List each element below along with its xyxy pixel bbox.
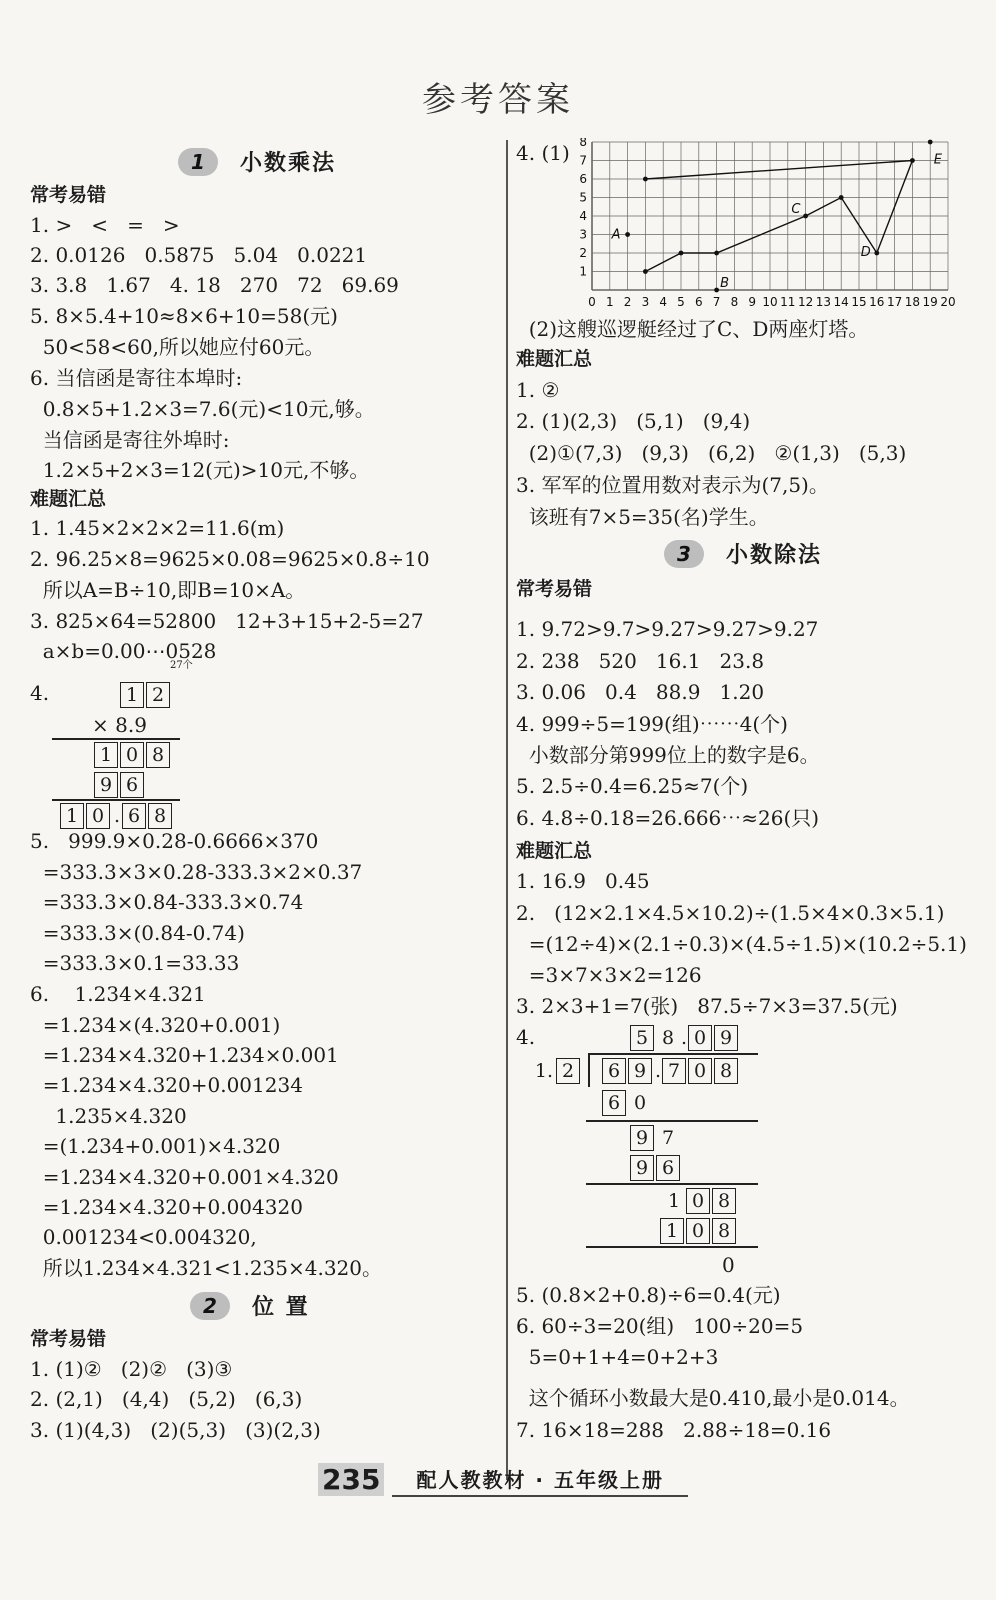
division-bracket-top bbox=[590, 1053, 758, 1055]
answer-line: 2. (2,1) (4,4) (5,2) (6,3) bbox=[30, 1387, 303, 1411]
answer-line: =1.234×4.320+0.004320 bbox=[30, 1195, 303, 1219]
answer-line: 4. bbox=[30, 681, 50, 705]
section-1-heading bbox=[178, 146, 336, 177]
answer-line: =333.3×0.84-333.3×0.74 bbox=[30, 890, 304, 914]
decimal-point: . bbox=[680, 1027, 688, 1049]
digit-box: 1 bbox=[660, 1218, 684, 1244]
x-tick-label: 6 bbox=[694, 295, 703, 309]
answer-line: 0.8×5+1.2×3=7.6(元)<10元,够。 bbox=[30, 397, 375, 421]
answer-line: 7. 16×18=288 2.88÷18=0.16 bbox=[516, 1418, 832, 1442]
x-tick-label: 1 bbox=[605, 295, 614, 309]
y-tick-label: 3 bbox=[579, 227, 587, 242]
mult-row-4 bbox=[94, 772, 146, 798]
label-e: E bbox=[933, 152, 942, 168]
answer-line: 3. 0.06 0.4 88.9 1.20 bbox=[516, 680, 765, 704]
answer-line: =333.3×3×0.28-333.3×2×0.37 bbox=[30, 860, 363, 884]
answer-line: 这个循环小数最大是0.410,最小是0.014。 bbox=[516, 1386, 910, 1410]
calc-rule bbox=[586, 1120, 758, 1122]
calc-rule bbox=[586, 1183, 758, 1185]
digit-box: 6 bbox=[602, 1090, 626, 1116]
answer-line: 2. 96.25×8=9625×0.08=9625×0.8÷10 bbox=[30, 547, 430, 571]
label-c: C bbox=[791, 202, 801, 217]
x-tick-label: 19 bbox=[922, 295, 938, 309]
digit-box: 5 bbox=[630, 1025, 654, 1051]
mult-row-2: × 8.9 bbox=[92, 713, 147, 737]
annotation-note: 27个 bbox=[170, 660, 193, 671]
label-d: D bbox=[860, 245, 871, 260]
division-step-2 bbox=[630, 1125, 680, 1151]
route-point bbox=[643, 269, 648, 274]
answer-line: 小数部分第999位上的数字是6。 bbox=[516, 743, 820, 767]
division-step-1 bbox=[602, 1090, 652, 1116]
calc-rule bbox=[586, 1246, 758, 1248]
subheading: 常考易错 bbox=[30, 184, 107, 206]
x-tick-label: 12 bbox=[797, 295, 814, 309]
label-a: A bbox=[611, 227, 621, 243]
answer-line: 50<58<60,所以她应付60元。 bbox=[30, 335, 325, 359]
division-step-4 bbox=[662, 1188, 738, 1214]
division-step-3 bbox=[630, 1155, 682, 1181]
division-divisor bbox=[532, 1058, 582, 1084]
answer-line: 0.001234<0.004320, bbox=[30, 1225, 257, 1249]
route-point bbox=[679, 251, 684, 256]
answer-line: 5. 999.9×0.28-0.6666×370 bbox=[30, 829, 319, 853]
section-title: 小数乘法 bbox=[240, 151, 337, 176]
answer-line: (2)这艘巡逻艇经过了C、D两座灯塔。 bbox=[516, 317, 869, 341]
x-tick-label: 2 bbox=[623, 295, 632, 309]
decimal-point: . bbox=[654, 1060, 662, 1082]
answer-line: 1.235×4.320 bbox=[30, 1104, 187, 1128]
digit: 1 bbox=[667, 1190, 681, 1212]
calc-rule bbox=[52, 799, 180, 801]
answer-line: 5=0+1+4=0+2+3 bbox=[516, 1345, 719, 1369]
division-dividend bbox=[602, 1058, 740, 1084]
answer-line: 3. 825×64=52800 12+3+15+2-5=27 bbox=[30, 609, 424, 633]
answer-line: 2. (12×2.1×4.5×10.2)÷(1.5×4×0.3×5.1) bbox=[516, 901, 945, 925]
section-title: 小数除法 bbox=[726, 543, 823, 568]
digit-box: 0 bbox=[686, 1218, 710, 1244]
answer-line: =1.234×4.320+1.234×0.001 bbox=[30, 1043, 339, 1067]
x-tick-label: 16 bbox=[869, 295, 885, 309]
x-tick-label: 4 bbox=[659, 295, 668, 309]
answer-line: =(12÷4)×(2.1÷0.3)×(4.5÷1.5)×(10.2÷5.1) bbox=[516, 932, 967, 956]
subheading: 常考易错 bbox=[516, 578, 593, 600]
digit-box: 0 bbox=[86, 803, 110, 829]
digit-box: 6 bbox=[122, 803, 146, 829]
digit-box: 0 bbox=[688, 1058, 712, 1084]
x-tick-label: 11 bbox=[780, 295, 796, 309]
answer-line: 1. 16.9 0.45 bbox=[516, 869, 650, 893]
digit-box: 9 bbox=[94, 772, 118, 798]
digit-box: 2 bbox=[146, 682, 170, 708]
digit-box: 7 bbox=[662, 1058, 686, 1084]
answer-line: 4. (1) bbox=[516, 141, 570, 165]
division-bracket-side bbox=[588, 1053, 590, 1087]
digit: 0 bbox=[633, 1092, 647, 1114]
answer-line: (2)①(7,3) (9,3) (6,2) ②(1,3) (5,3) bbox=[516, 441, 907, 465]
digit-box: 9 bbox=[630, 1155, 654, 1181]
book-label: 配人教教材 · 五年级上册 bbox=[392, 1462, 688, 1497]
digit-box: 1 bbox=[60, 803, 84, 829]
answer-line: 6. 4.8÷0.18=26.666⋯≈26(只) bbox=[516, 806, 820, 830]
x-tick-label: 15 bbox=[851, 295, 867, 309]
y-tick-label: 6 bbox=[579, 172, 587, 186]
division-remainder: 0 bbox=[722, 1253, 735, 1277]
digit: 1. bbox=[534, 1060, 554, 1082]
answer-line: =1.234×4.320+0.001234 bbox=[30, 1073, 303, 1097]
digit-box: 6 bbox=[602, 1058, 626, 1084]
x-tick-label: 8 bbox=[730, 295, 739, 309]
point-e bbox=[928, 140, 933, 145]
digit-box: 9 bbox=[628, 1058, 652, 1084]
route-point bbox=[910, 158, 915, 163]
answer-line: 所以A=B÷10,即B=10×A。 bbox=[30, 578, 306, 602]
page-number: 235 bbox=[318, 1463, 384, 1496]
digit-box: 8 bbox=[712, 1188, 736, 1214]
x-tick-label: 20 bbox=[940, 295, 956, 309]
answer-line: =333.3×(0.84-0.74) bbox=[30, 921, 245, 945]
digit-box: 8 bbox=[712, 1218, 736, 1244]
decimal-point: . bbox=[113, 805, 121, 827]
subheading: 难题汇总 bbox=[516, 840, 593, 862]
x-tick-label: 9 bbox=[748, 295, 757, 309]
x-tick-label: 14 bbox=[833, 295, 849, 309]
x-tick-label: 17 bbox=[886, 295, 903, 309]
x-tick-label: 7 bbox=[712, 295, 721, 309]
section-3-heading bbox=[664, 538, 822, 569]
route-point bbox=[803, 214, 808, 219]
section-number-badge: 3 bbox=[664, 540, 704, 568]
page-title: 参考答案 bbox=[422, 80, 574, 120]
answer-line: 1. 9.72>9.7>9.27>9.27>9.27 bbox=[516, 617, 819, 641]
y-tick-label: 4 bbox=[579, 209, 587, 223]
section-number-badge: 2 bbox=[190, 1292, 230, 1320]
answer-line: 4. bbox=[516, 1025, 536, 1049]
answer-line: 3. 2×3+1=7(张) 87.5÷7×3=37.5(元) bbox=[516, 994, 898, 1018]
answer-line: =3×7×3×2=126 bbox=[516, 963, 702, 987]
x-tick-label: 3 bbox=[641, 295, 650, 309]
mult-row-1 bbox=[120, 682, 172, 708]
digit-box: 0 bbox=[686, 1188, 710, 1214]
y-tick-label: 5 bbox=[579, 190, 587, 205]
answer-line: 4. 999÷5=199(组)⋯⋯4(个) bbox=[516, 712, 788, 736]
answer-line: =333.3×0.1=33.33 bbox=[30, 951, 240, 975]
route-point bbox=[839, 195, 844, 200]
digit-box: 8 bbox=[148, 803, 172, 829]
label-b: B bbox=[720, 276, 730, 291]
answer-line: 2. 238 520 16.1 23.8 bbox=[516, 649, 765, 673]
answer-line: =(1.234+0.001)×4.320 bbox=[30, 1134, 281, 1158]
route-point bbox=[714, 251, 719, 256]
answer-line: 3. (1)(4,3) (2)(5,3) (3)(2,3) bbox=[30, 1418, 321, 1442]
answer-line: 3. 3.8 1.67 4. 18 270 72 69.69 bbox=[30, 273, 399, 297]
route-point bbox=[643, 177, 648, 182]
coordinate-grid-svg bbox=[578, 138, 958, 314]
subheading: 难题汇总 bbox=[30, 488, 107, 510]
x-tick-label: 10 bbox=[762, 295, 778, 309]
answer-line: =1.234×(4.320+0.001) bbox=[30, 1013, 281, 1037]
answer-line: =1.234×4.320+0.001×4.320 bbox=[30, 1165, 339, 1189]
digit: 7 bbox=[661, 1127, 675, 1149]
y-tick-label: 8 bbox=[579, 138, 587, 149]
y-tick-label: 7 bbox=[579, 153, 587, 168]
subheading: 难题汇总 bbox=[516, 348, 593, 370]
answer-line: 3. 军军的位置用数对表示为(7,5)。 bbox=[516, 473, 829, 497]
digit-box: 9 bbox=[630, 1125, 654, 1151]
answer-line: 6. 当信函是寄往本埠时: bbox=[30, 366, 243, 390]
x-tick-label: 13 bbox=[815, 295, 832, 309]
digit-box: 2 bbox=[556, 1058, 580, 1084]
digit-box: 8 bbox=[146, 742, 170, 768]
answer-line: 1. ② bbox=[516, 378, 560, 402]
y-tick-label: 2 bbox=[579, 246, 587, 260]
answer-line: 1. > < = > bbox=[30, 213, 180, 237]
y-tick-label: 1 bbox=[579, 264, 587, 279]
digit-box: 6 bbox=[120, 772, 144, 798]
coordinate-grid bbox=[578, 138, 958, 318]
answer-line: 1. (1)② (2)② (3)③ bbox=[30, 1357, 233, 1381]
answer-line: 6. 60÷3=20(组) 100÷20=5 bbox=[516, 1314, 804, 1338]
answer-line: 5. 2.5÷0.4=6.25≈7(个) bbox=[516, 774, 749, 798]
digit-box: 9 bbox=[714, 1025, 738, 1051]
column-divider bbox=[506, 140, 508, 1480]
route-point bbox=[874, 251, 879, 256]
answer-line: 1. 1.45×2×2×2=11.6(m) bbox=[30, 516, 285, 540]
digit-box: 1 bbox=[120, 682, 144, 708]
x-tick-label: 0 bbox=[588, 295, 596, 309]
mult-row-3 bbox=[94, 742, 172, 768]
x-tick-label: 18 bbox=[904, 295, 921, 309]
point-a bbox=[625, 232, 630, 237]
digit: 8 bbox=[661, 1027, 675, 1049]
digit-box: 1 bbox=[94, 742, 118, 768]
answer-line: 5. 8×5.4+10≈8×6+10=58(元) bbox=[30, 304, 338, 328]
answer-line: 2. 0.0126 0.5875 5.04 0.0221 bbox=[30, 243, 368, 267]
division-step-5 bbox=[660, 1218, 738, 1244]
answer-line: 该班有7×5=35(名)学生。 bbox=[516, 505, 769, 529]
subheading: 常考易错 bbox=[30, 1328, 107, 1350]
answer-line: 所以1.234×4.321<1.235×4.320。 bbox=[30, 1256, 383, 1280]
digit-box: 8 bbox=[714, 1058, 738, 1084]
answer-line: a×b=0.00⋯0528 bbox=[30, 639, 217, 663]
digit-box: 6 bbox=[656, 1155, 680, 1181]
digit-box: 0 bbox=[688, 1025, 712, 1051]
answer-line: 1.2×5+2×3=12(元)>10元,不够。 bbox=[30, 458, 370, 482]
page-footer bbox=[318, 1462, 688, 1497]
mult-row-5 bbox=[60, 803, 174, 829]
section-title: 位 置 bbox=[252, 1295, 310, 1320]
section-number-badge: 1 bbox=[178, 148, 218, 176]
answer-line: 5. (0.8×2+0.8)÷6=0.4(元) bbox=[516, 1283, 781, 1307]
calc-rule bbox=[52, 738, 180, 740]
answer-line: 6. 1.234×4.321 bbox=[30, 982, 206, 1006]
division-quotient bbox=[630, 1025, 740, 1051]
answer-line: 当信函是寄往外埠时: bbox=[30, 428, 230, 452]
digit-box: 0 bbox=[120, 742, 144, 768]
section-2-heading bbox=[190, 1290, 310, 1321]
point-b bbox=[714, 288, 719, 293]
x-tick-label: 5 bbox=[677, 295, 685, 309]
answer-line: 2. (1)(2,3) (5,1) (9,4) bbox=[516, 409, 751, 433]
